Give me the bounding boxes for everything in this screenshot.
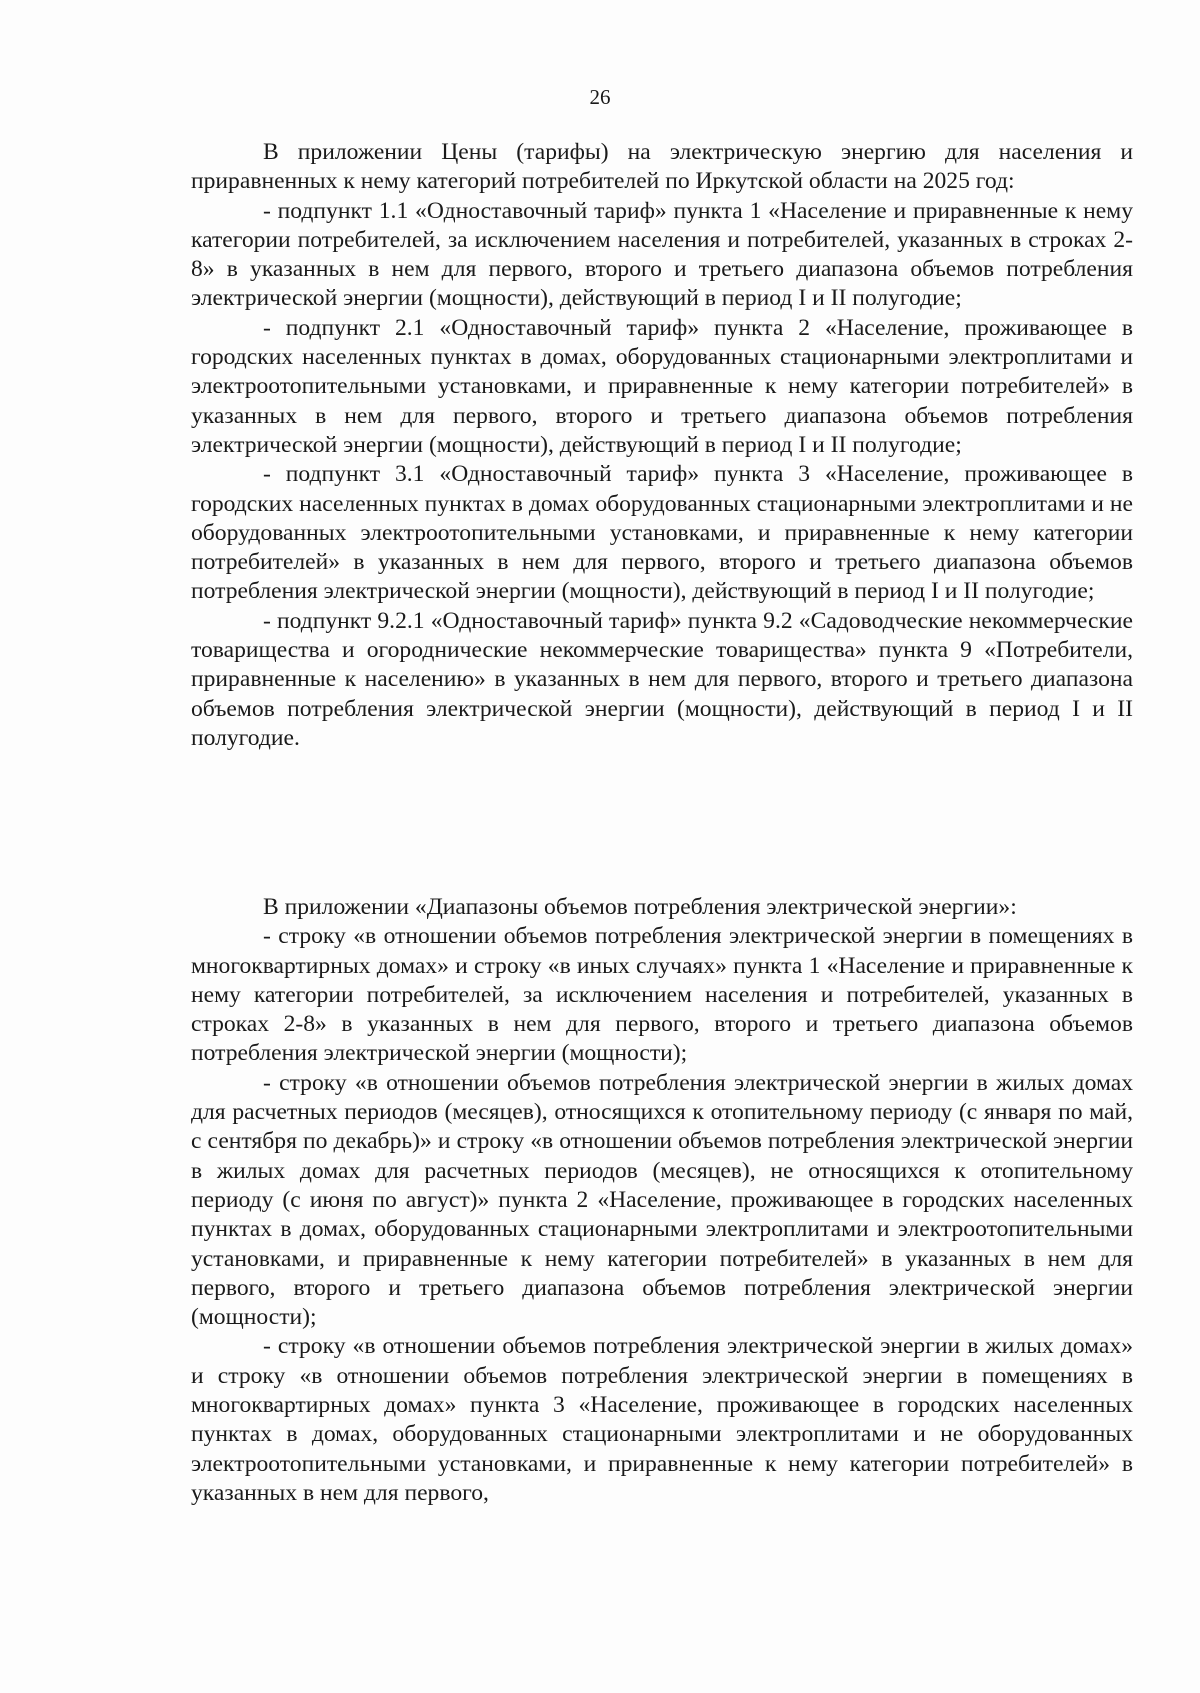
section-ranges: [191, 893, 1133, 1508]
section-prices-item-3: - подпункт 3.1 «Одноставочный тариф» пункта 3 «Население, проживающее в городских населенных пунктах в домах оборудованных стационарными электроплитами и не оборудованных электроотопительными установками, и приравненные к нему категории потребителей» в указанных в нем для первого, второго и третьего диапазона объемов потребления электрической энергии (мощности), действующий в период I и II полугодие;: [191, 461, 1133, 605]
section-ranges-item-2: - строку «в отношении объемов потребления электрической энергии в жилых домах для расчетных периодов (месяцев), относящихся к отопительному периоду (с января по май, с сентября по декабрь)» и строку «в отношении объемов потребления электрической энергии в жилых домах для расчетных периодов (месяцев), не относящихся к отопительному периоду (с июня по август)» пункта 2 «Население, проживающее в городских населенных пунктах в домах, оборудованных стационарными электроплитами и электроотопительными установками, и приравненные к нему категории потребителей» в указанных в нем для первого, второго и третьего диапазона объемов потребления электрической энергии (мощности);: [191, 1069, 1133, 1331]
section-prices-intro: В приложении Цены (тарифы) на электрическую энергию для населения и приравненных к нему категорий потребителей по Иркутской области на 2025 год:: [191, 139, 1133, 195]
section-ranges-item-1: - строку «в отношении объемов потребления электрической энергии в помещениях в многоквартирных домах» и строку «в иных случаях» пункта 1 «Население и приравненные к нему категории потребителей, за исключением населения и потребителей, указанных в строках 2-8» в указанных в нем для первого, второго и третьего диапазона объемов потребления электрической энергии (мощности);: [191, 923, 1133, 1067]
section-prices: [191, 138, 1133, 753]
section-ranges-intro: В приложении «Диапазоны объемов потребления электрической энергии»:: [263, 894, 1017, 920]
section-prices-item-1: - подпункт 1.1 «Одноставочный тариф» пункта 1 «Население и приравненные к нему категории потребителей, за исключением населения и потребителей, указанных в строках 2-8» в указанных в нем для первого, второго и третьего диапазона объемов потребления электрической энергии (мощности), действующий в период I и II полугодие;: [191, 197, 1133, 312]
section-ranges-item-3: - строку «в отношении объемов потребления электрической энергии в жилых домах» и строку «в отношении объемов потребления электрической энергии в помещениях в многоквартирных домах» пункта 3 «Население, проживающее в городских населенных пунктах в домах, оборудованных стационарными электроплитами и не оборудованных электроотопительными установками, и приравненные к нему категории потребителей» в указанных в нем для первого,: [191, 1333, 1133, 1506]
page-number: 26: [589, 85, 611, 109]
section-prices-item-2: - подпункт 2.1 «Одноставочный тариф» пункта 2 «Население, проживающее в городских населенных пунктах в домах, оборудованных стационарными электроплитами и электроотопительными установками, и приравненные к нему категории потребителей» в указанных в нем для первого, второго и третьего диапазона объемов потребления электрической энергии (мощности), действующий в период I и II полугодие;: [191, 314, 1133, 458]
section-prices-item-4: - подпункт 9.2.1 «Одноставочный тариф» пункта 9.2 «Садоводческие некоммерческие товарищества и огороднические некоммерческие товарищества» пункта 9 «Потребители, приравненные к населению» в указанных в нем для первого, второго и третьего диапазона объемов потребления электрической энергии (мощности), действующий в период I и II полугодие.: [191, 607, 1133, 751]
